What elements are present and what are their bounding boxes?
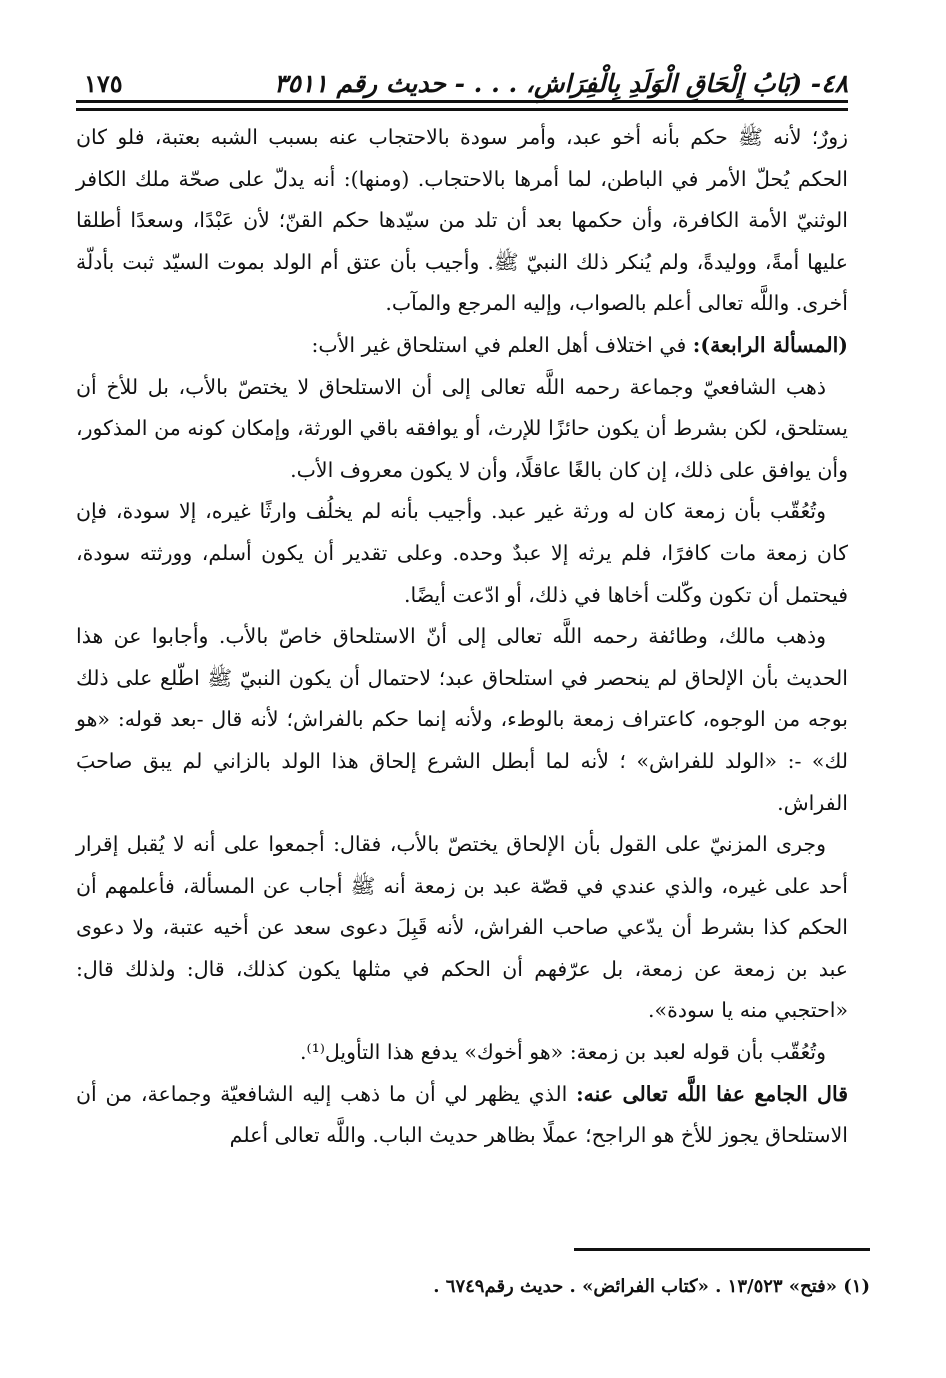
paragraph-text: وتُعُقّب بأن زمعة كان له ورثة غير عبد. وأجيب بأنه لم يخلُف وارثًا غيره، إلا سودة، فإن كان زمعة مات كافرًا، فلم يرثه إلا عبدٌ وحده. وعلى تقدير أن يكون أسلم، وورثته سودة، فيحتمل أن تكون وكّلت أخاها في ذلك، أو ادّعت أيضًا.: [76, 499, 848, 607]
paragraph-8: [76, 1074, 848, 1157]
main-text: [76, 117, 848, 1157]
footnote-rule: [574, 1248, 870, 1251]
paragraph-6: [76, 824, 848, 1032]
page: [76, 58, 848, 1157]
paragraph-text: وجرى المزنيّ على القول بأن الإلحاق يختصّ بالأب، فقال: أجمعوا على أنه لا يُقبل إقرار أحد على غيره، والذي عندي في قصّة عبد بن زمعة أنه ﷺ أجاب عن المسألة، فأعلمهم أن الحكم كذا بشرط أن يدّعي صاحب الفراش، لأنه قَبِلَ دعوى سعد عن أخيه عتبة، ولا دعوى عبد بن زمعة عن زمعة، بل عرّفهم أن الحكم في مثلها يكون كذلك، قال: ولذلك قال: «احتجبي منه يا سودة».: [76, 832, 848, 1023]
paragraph-text: وذهب مالك، وطائفة رحمه اللَّه تعالى إلى أنّ الاستلحاق خاصّ بالأب. وأجابوا عن هذا الحديث بأن الإلحاق لم ينحصر في استلحاق عبد؛ لاحتمال أن يكون النبيّ ﷺ اطّلع على ذلك بوجه من الوجوه، كاعتراف زمعة بالوطء، ولأنه إنما حكم بالفراش؛ لأنه قال -بعد قوله: «هو لك» -: «الولد للفراش» ؛ لأنه لما أبطل الشرع إلحاق هذا الولد بالزاني لم يبق صاحبَ الفراش.: [76, 624, 848, 815]
footnote: (١) «فتح» ١٣/٥٢٣ . «كتاب الفرائض» . حديث رقم٦٧٤٩ .: [433, 1276, 870, 1297]
paragraph-text: زورٌ؛ لأنه ﷺ حكم بأنه أخو عبد، وأمر سودة بالاحتجاب عنه بسبب الشبه بعتبة، فلو كان الحكم يُحلّ الأمر في الباطن، لما أمرها بالاحتجاب. (ومنها): أنه يدلّ على صحّة ملك الكافر الوثنيّ الأمة الكافرة، وأن حكمها بعد أن تلد من سيّدها حكم القنّ؛ لأن عَبْدًا، وسعدًا أطلقا عليها أمةً، ووليدةً، ولم يُنكر ذلك النبيّ ﷺ. وأجيب بأن عتق أم الولد بموت السيّد ثبت بأدلّة أخرى. واللَّه تعالى أعلم بالصواب، وإليه المرجع والمآب.: [76, 125, 848, 316]
paragraph-7: [76, 1032, 848, 1074]
section-heading: (المسألة الرابعة):: [692, 332, 848, 357]
paragraph-text: في اختلاف أهل العلم في استلحاق غير الأب:: [311, 332, 693, 357]
paragraph-text: ذهب الشافعيّ وجماعة رحمه اللَّه تعالى إلى أن الاستلحاق لا يختصّ بالأب، بل للأخ أن يستلحق، لكن بشرط أن يكون حائزًا للإرث، أو يوافقه باقي الورثة، وإمكان كونه من المذكور، وأن يوافق على ذلك، إن كان بالغًا عاقلًا، وأن لا يكون معروف الأب.: [76, 374, 848, 482]
paragraph-4: [76, 491, 848, 616]
author-note-heading: قال الجامع عفا اللَّه تعالى عنه:: [576, 1081, 848, 1106]
paragraph-2: [76, 325, 848, 367]
page-number: ١٧٥: [84, 69, 123, 98]
paragraph-text: الذي يظهر لي أن ما ذهب إليه الشافعيّة وجماعة، من أن الاستلحاق يجوز للأخ هو الراجح؛ عملًا بظاهر حديث الباب. واللَّه تعالى أعلم: [76, 1081, 848, 1148]
running-header: [76, 58, 848, 98]
paragraph-text: وتُعُقّب بأن قوله لعبد بن زمعة: «هو أخوك» يدفع هذا التأويل⁽¹⁾.: [300, 1040, 826, 1065]
paragraph-1: [76, 117, 848, 325]
chapter-title: ٤٨- (بَابُ إِلْحَاقِ الْوَلَدِ بِالْفِرَاشِ، . . . - حديث رقم ٣٥١١: [274, 69, 848, 98]
header-rule: [76, 100, 848, 111]
paragraph-3: [76, 367, 848, 492]
paragraph-5: [76, 616, 848, 824]
